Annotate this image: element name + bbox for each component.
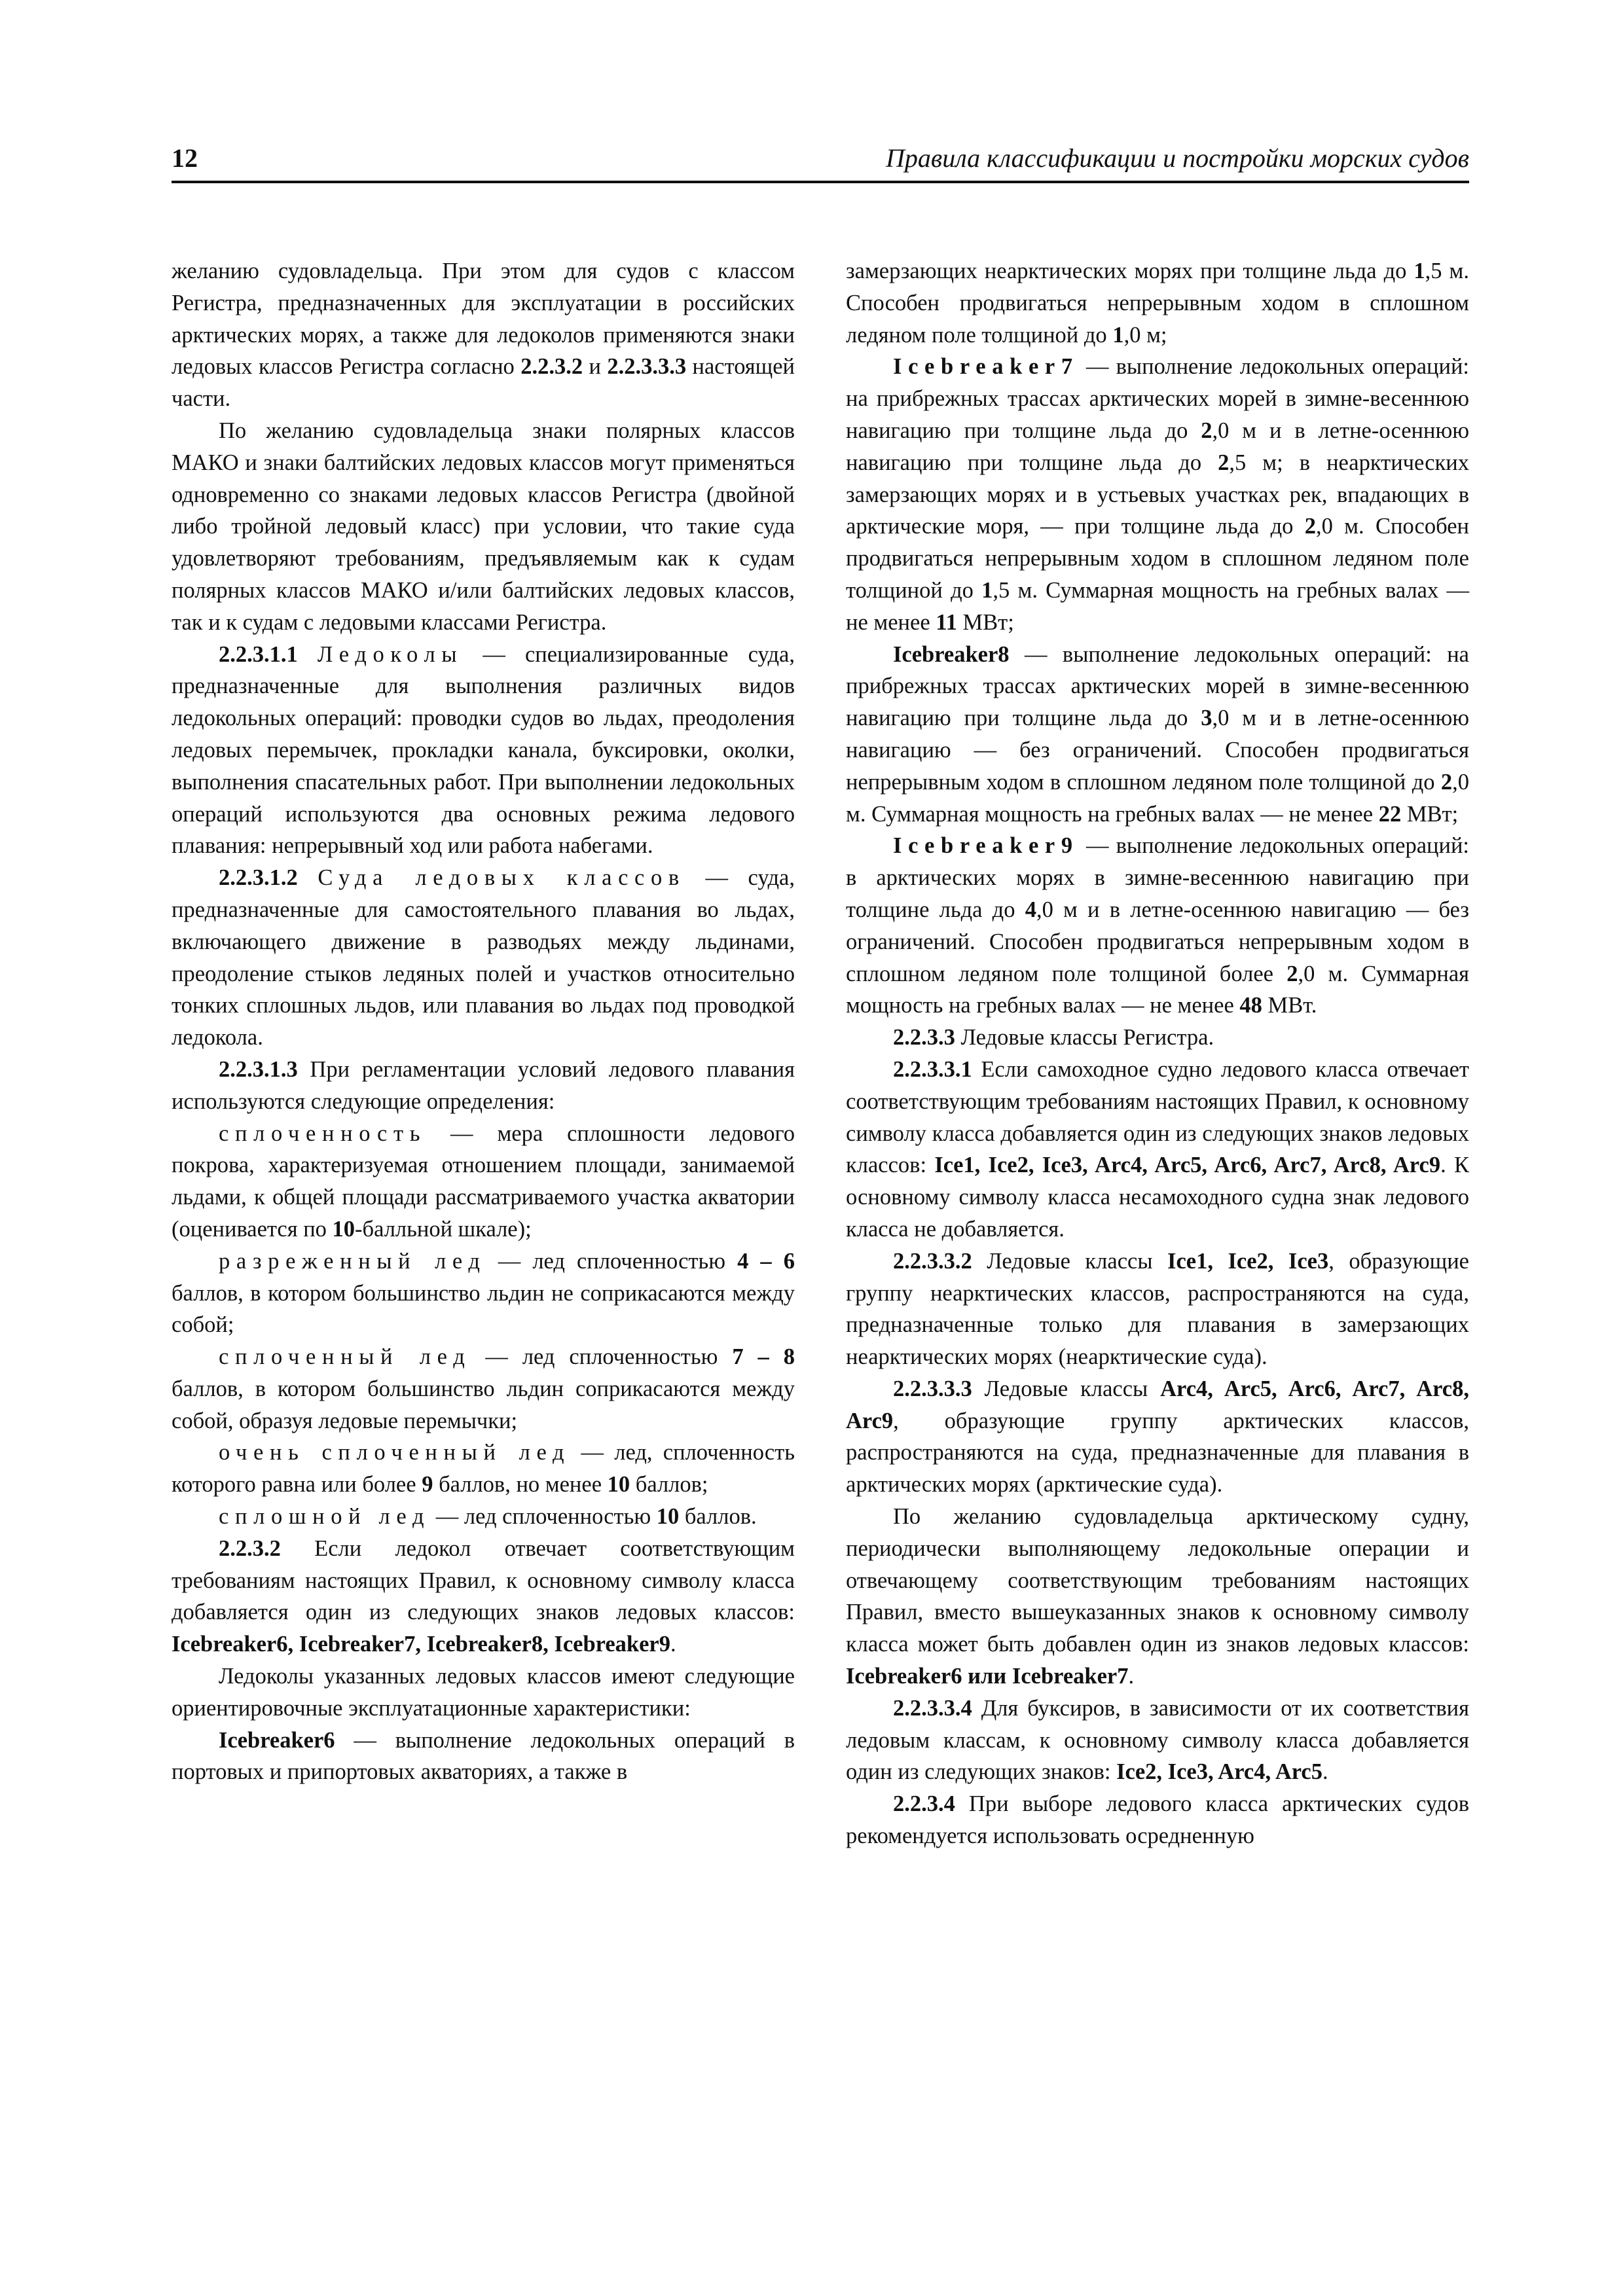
- ice-class-marks: Icebreaker6, Icebreaker7, Icebreaker8, Icebreaker9: [172, 1632, 670, 1657]
- section-2.2.3.1.2: 2.2.3.1.2 Суда ледовых классов — суда, предназначенные для самостоятельного плавания во льдах, включающего движение в разводьях между льдинами, преодоление стыков ледяных полей и участков относительно тонких сплошных льдов, или плавания во льдах под проводкой ледокола.: [172, 865, 795, 1050]
- term: Ледоколы: [317, 641, 464, 667]
- term: Суда ледовых классов: [318, 865, 685, 891]
- term: очень сплоченный лед: [219, 1440, 571, 1465]
- ice-class-marks: Ice1, Ice2, Ice3, Arc4, Arc5, Arc6, Arc7, Arc8, Arc9: [934, 1153, 1441, 1178]
- section-number: 2.2.3.3.4: [893, 1695, 972, 1721]
- section-number: 2.2.3.3: [893, 1025, 955, 1050]
- section-2.2.3.1.3: 2.2.3.1.3 При регламентации условий ледового плавания используются следующие определения:: [172, 1056, 795, 1114]
- icebreaker8-desc: Icebreaker8 — выполнение ледокольных операций: на прибрежных трассах арктических морей в зимне-весеннюю навигацию при толщине льда до 3,0 м и в летне-осеннюю навигацию — без ограничений. Способен продвигаться непрерывным ходом в сплошном ледяном поле толщиной до 2,0 м. Суммарная мощность на гребных валах — не менее 22 МВт;: [846, 641, 1469, 827]
- section-2.2.3.2: 2.2.3.2 Если ледокол отвечает соответствующим требованиям настоящих Правил, к основному символу класса добавляется один из следующих знаков ледовых классов: Icebreaker6, Icebreaker7, Icebreaker8, Icebreaker9.: [172, 1535, 795, 1657]
- term: разреженный лед: [219, 1248, 486, 1274]
- section-number: 2.2.3.2: [219, 1535, 281, 1561]
- term: сплошной лед: [219, 1504, 431, 1530]
- term: Icebreaker8: [893, 641, 1010, 667]
- section-2.2.3.3.2: 2.2.3.3.2 Ледовые классы Ice1, Ice2, Ice3, образующие группу неарктических классов, распространяются на суда, предназначенные только для плавания в замерзающих неарктических морях (неарктические суда).: [846, 1248, 1469, 1370]
- ice-class-marks: Ice2, Ice3, Arc4, Arc5: [1116, 1759, 1322, 1785]
- page-header: [172, 143, 1469, 183]
- ice-class-marks: Arc4, Arc5, Arc6, Arc7, Arc8, Arc9: [846, 1376, 1469, 1433]
- definition-sploshnoy-led: сплошной лед — лед сплоченностью 10 баллов.: [219, 1504, 757, 1530]
- section-number: 2.2.3.3.3: [893, 1376, 972, 1401]
- ice-class-marks: Ice1, Ice2, Ice3: [1167, 1248, 1329, 1274]
- section-2.2.3.4: 2.2.3.4 При выборе ледового класса арктических судов рекомендуется использовать осредненную: [846, 1791, 1469, 1849]
- section-2.2.3.3.1: 2.2.3.3.1 Если самоходное судно ледового класса отвечает соответствующим требованиям настоящих Правил, к основному символу класса добавляется один из следующих знаков ледовых классов: Ice1, Ice2, Ice3, Arc4, Arc5, Arc6, Arc7, Arc8, Arc9. К основному символу класса несамоходного судна знак ледового класса не добавляется.: [846, 1056, 1469, 1242]
- definition-razrezhenny-led: разреженный лед — лед сплоченностью 4 – 6 баллов, в котором большинство льдин не соприкасаются между собой;: [172, 1248, 795, 1338]
- section-number: 2.2.3.3.2: [893, 1248, 972, 1274]
- section-2.2.3.1.1: 2.2.3.1.1 Ледоколы — специализированные суда, предназначенные для выполнения различных видов ледокольных операций: проводки судов во льдах, преодоления ледовых перемычек, прокладки канала, буксировки, околки, выполнения спасательных работ. При выполнении ледокольных операций используются два основных режима ледового плавания: непрерывный ход или работа набегами.: [172, 641, 795, 859]
- section-number: 2.2.3.1.1: [219, 641, 298, 667]
- term: сплоченный лед: [219, 1344, 471, 1370]
- term: Icebreaker6: [219, 1727, 335, 1753]
- definition-splochenny-led: сплоченный лед — лед сплоченностью 7 – 8 баллов, в котором большинство льдин соприкасаются между собой, образуя ледовые перемычки;: [172, 1344, 795, 1433]
- definition-splochennost: сплоченность — мера сплошности ледового покрова, характеризуемая отношением площади, занимаемой льдами, к общей площади рассматриваемого участка акватории (оценивается по 10-балльной шкале);: [172, 1121, 795, 1242]
- right-column: [846, 255, 1469, 1852]
- section-number: 2.2.3.4: [893, 1791, 955, 1817]
- ice-class-marks: Icebreaker6 или Icebreaker7: [846, 1664, 1129, 1689]
- section-2.2.3.3.3: 2.2.3.3.3 Ледовые классы Arc4, Arc5, Arc6, Arc7, Arc8, Arc9, образующие группу арктических классов, распространяются на суда, предназначенные для плавания в арктических морях (арктические суда).: [846, 1376, 1469, 1498]
- paragraph: По желанию судовладельца арктическому судну, периодически выполняющему ледокольные операции и отвечающему соответствующим требованиям настоящих Правил, вместо вышеуказанных знаков к основному символу класса может быть добавлен один из знаков ледовых классов: Icebreaker6 или Icebreaker7.: [846, 1504, 1469, 1689]
- paragraph: желанию судовладельца. При этом для судов с классом Регистра, предназначенных для эксплуатации в российских арктических морях, а также для ледоколов применяются знаки ледовых классов Регистра согласно 2.2.3.2 и 2.2.3.3.3 настоящей части.: [172, 259, 795, 412]
- paragraph: Ледоколы указанных ледовых классов имеют следующие ориентировочные эксплуатационные характеристики:: [172, 1664, 795, 1721]
- term: сплоченность: [219, 1121, 427, 1146]
- page-number: 12: [172, 143, 198, 173]
- icebreaker6-desc: Icebreaker6 — выполнение ледокольных операций в портовых и припортовых акваториях, а также в: [172, 1727, 795, 1785]
- section-2.2.3.3: 2.2.3.3 Ледовые классы Регистра.: [893, 1025, 1214, 1050]
- icebreaker7-desc: Icebreaker7 — выполнение ледокольных операций: на прибрежных трассах арктических морей в зимне-весеннюю навигацию при толщине льда до 2,0 м и в летне-осеннюю навигацию при толщине льда до 2,5 м; в неарктических замерзающих морях и в устьевых участках рек, впадающих в арктические моря, — при толщине льда до 2,0 м. Способен продвигаться непрерывным ходом в сплошном ледяном поле толщиной до 1,5 м. Суммарная мощность на гребных валах — не менее 11 МВт;: [846, 354, 1469, 635]
- running-title: Правила классификации и постройки морских судов: [885, 143, 1469, 173]
- term: Icebreaker7: [893, 354, 1079, 380]
- paragraph: замерзающих неарктических морях при толщине льда до 1,5 м. Способен продвигаться непрерывным ходом в сплошном ледяном поле толщиной до 1,0 м;: [846, 259, 1469, 348]
- definition-ochen-splochenny-led: очень сплоченный лед — лед, сплоченность которого равна или более 9 баллов, но менее 10 баллов;: [172, 1440, 795, 1498]
- term: Icebreaker9: [893, 833, 1079, 859]
- left-column: [172, 255, 795, 1788]
- section-number: 2.2.3.1.3: [219, 1056, 298, 1082]
- header-rule: [172, 181, 1469, 183]
- paragraph: По желанию судовладельца знаки полярных классов МАКО и знаки балтийских ледовых классов могут применяться одновременно со знаками ледовых классов Регистра (двойной либо тройной ледовый класс) при условии, что такие суда удовлетворяют требованиям, предъявляемым как к судам полярных классов МАКО и/или балтийских ледовых классов, так и к судам с ледовыми классами Регистра.: [172, 418, 795, 635]
- section-number: 2.2.3.3.1: [893, 1056, 972, 1082]
- section-number: 2.2.3.1.2: [219, 865, 298, 891]
- section-2.2.3.3.4: 2.2.3.3.4 Для буксиров, в зависимости от их соответствия ледовым классам, к основному символу класса добавляется один из следующих знаков: Ice2, Ice3, Arc4, Arc5.: [846, 1695, 1469, 1785]
- icebreaker9-desc: Icebreaker9 — выполнение ледокольных операций: в арктических морях в зимне-весеннюю навигацию при толщине льда до 4,0 м и в летне-осеннюю навигацию — без ограничений. Способен продвигаться непрерывным ходом в сплошном ледяном поле толщиной более 2,0 м. Суммарная мощность на гребных валах — не менее 48 МВт.: [846, 833, 1469, 1018]
